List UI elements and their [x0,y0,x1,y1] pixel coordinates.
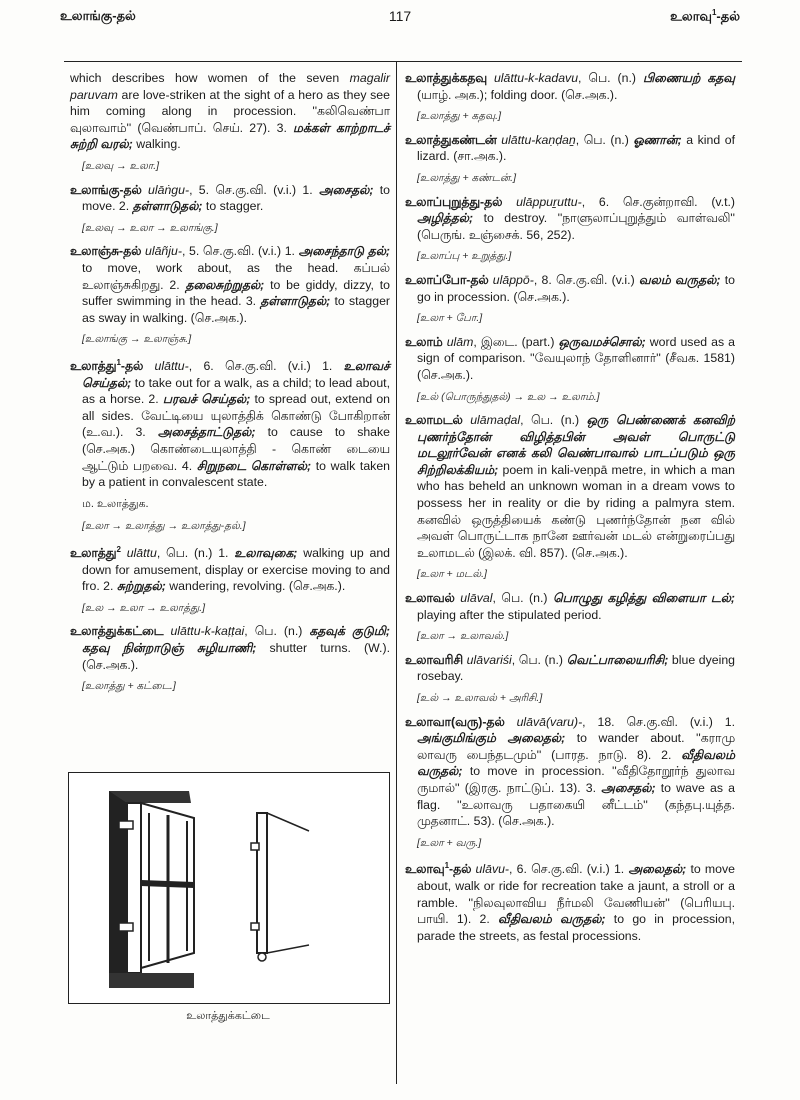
dictionary-entry: உலாவரிசி ulāvariśi, பெ. (n.) வெட்பாலையரிசி; blue dyeing rosebay. [405,652,736,684]
etymology: [உலாத்து + கதவு.] [417,110,501,123]
right-column [405,70,735,949]
etymology: [உல் → உலாவல் + அரிசி.] [417,692,543,704]
dictionary-entry: உலாஞ்சு-தல் ulāñju-, 5. செ.கு.வி. (v.i.) 1. அசைந்தாடு தல்; to move, work about, as the head. கப்பல் உலாஞ்சுகிறது. 2. தலைசுற்றுதல்; to be giddy, dizzy, to suffer swimming in the head. 3. தள்ளாடுதல்; to stagger as sway in walking. (செ.அக.). [70,244,391,325]
dictionary-entry: உலாத்துகண்டன் ulāttu-kaṇḍaṉ, பெ. (n.) ஓணான்; a kind of lizard. (சா.அக.). [405,132,736,164]
dictionary-entry: உலாமடல் ulāmaḍal, பெ. (n.) ஒரு பெண்ணைக் கனவிற் புணர்ந்தோன் விழித்தபின் அவள் பொருட்டு மடலூர்வேன் எனக் கலி வெண்பாவால் பாடப்படும் ஒரு சிற்றிலக்கியம்; poem in kali-veṇpā metre, in which a man who has beheld an unknown woman in a dream vows to possess her in reality or die by riding a palmyra stem. கனவில் ஒருத்தியைக் கண்டு புணர்ந்தோன் நன வில் அவள் பொருட்டாக நானே ஊர்வன் மடல் என்றுரைப்பது உலாமடல் (இலக். வி. 857). (செ.அக.). [405,413,736,560]
header-right-guideword: உலாவு$^1$-தல் [670,8,740,24]
etymology: [உலவு → உலா.] [82,159,160,172]
dictionary-entry: உலாப்போ-தல் ulāppō-, 8. செ.கு.வி. (v.i.) வலம் வருதல்; to go in procession. (செ.அக.). [405,272,735,304]
etymology: [உலா + வரு.] [417,836,482,849]
running-header [60,8,740,28]
figure-caption: உலாத்துக்கட்டை [186,1010,270,1022]
left-column [70,70,390,702]
etymology: [உலவு → உலா → உலாங்கு.] [82,221,218,234]
dictionary-entry: உலாத்து$^1$-தல் ulāttu-, 6. செ.கு.வி. (v.i.) 1. உலாவச் செய்தல்; to take out for a walk, as a child; to lead about, as a horse. 2. பரவச் செய்தல்; to spread out, extend on all sides. வேட்டியை யுலாத்திக் கொண்டு போகிறான் (உ.வ.). 3. அசைத்தாட்டுதல்; to cause to shake (செ.அக.) கொண்டையுலாத்தி - கொண் டையை ஆட்டும் பறவை. 4. சிறுநடை கொள்ளல்; to walk taken by a patient in convalescent state. [70,357,391,490]
dictionary-entry: உலாங்கு-தல் ulāṅgu-, 5. செ.கு.வி. (v.i.) 1. அசைதல்; to move. 2. தள்ளாடுதல்; to stagger. [70,182,390,214]
continued-entry: which describes how women of the seven magalir paruvam are love-striken at the sight of a hero as they see him coming along in procession. ''கலிவெண்பா வுலாவாம்'' (வெண்பாப். செய். 27). 3. மக்கள் காற்றாடச் சுற்றி வரல்; walking. [70,71,390,152]
header-left-guideword: உலாங்கு-தல் [60,8,136,23]
dictionary-entry: உலாத்து$^2$ ulāttu, பெ. (n.) 1. உலாவுகை; walking up and down for amusement, display or exercise moving to and fro. 2. சுற்றுதல்; wandering, revolving. (செ.அக.). [70,544,390,594]
dictionary-entry: உலாத்துக்கதவு ulāttu-k-kadavu, பெ. (n.) பிணையற் கதவு (யாழ். அக.); folding door. (செ.அக.). [405,71,735,102]
column-divider [396,62,397,1084]
cognate-note: ம. உலாத்துக. [82,497,149,510]
dictionary-entry: உலாவல் ulāval, பெ. (n.) பொழுது கழித்து விளையா டல்; playing after the stipulated period. [405,591,735,622]
page-number: 117 [388,8,412,24]
etymology: [உலா → உலாவல்.] [417,630,509,643]
dictionary-entry: உலாத்துக்கட்டை ulāttu-k-kaṭṭai, பெ. (n.) கதவுக் குடுமி; கதவு நின்றாடுஞ் சுழியாணி; shutter turns. (W.). (செ.அக.). [70,624,390,672]
etymology: [உலாப்பு + உறுத்து.] [417,250,512,263]
etymology: [உலா → உலாத்து → உலாத்து-தல்.] [82,520,246,533]
header-rule [64,61,742,62]
etymology: [உலாத்து + கண்டன்.] [417,171,517,184]
etymology: [உலா + மடல்.] [417,568,487,581]
etymology: [உலா + போ.] [417,312,483,325]
etymology: [உல → உலா → உலாத்து.] [82,601,206,614]
etymology: [உலாங்கு → உலாஞ்சு.] [82,333,192,346]
etymology: [உலாத்து + கட்டை.] [82,680,176,693]
dictionary-entry: உலாவா(வரு)-தல் ulāvā(varu)-, 18. செ.கு.வி. (v.i.) 1. அங்குமிங்கும் அலைதல்; to wander about. ''கராமு லாவரு பைந்தடமும்'' (பாரத. நாடு. 8). 2. வீதிவலம் வருதல்; to move in procession. ''வீதிதோறூர்ந் துலாவ ருமால்'' (இரகு. நாட்டுப். 13). 3. அசைதல்; to wave as a flag. ''உலாவரு பதாகையி னீட்டம்'' (கந்தபு.யுத்த. முதனாட். 53). (செ.அக.). [405,714,735,829]
window-shutter-drawing [69,773,389,1003]
dictionary-entry: உலாப்புறுத்து-தல் ulāppuṟuttu-, 6. செ.குன்றாவி. (v.t.) அழித்தல்; to destroy. ''நாளுலாப்புறுத்தும் வாள்வலி'' (பெருங். உஞ்சைக். 56, 252). [405,194,735,242]
dictionary-entry: உலாவு$^1$-தல் ulāvu-, 6. செ.கு.வி. (v.i.) 1. அலைதல்; to move about, walk or ride for recreation take a jaunt, a stroll or a ramble. ''நிலவுலாவிய நீர்மலி வேணியன்'' (பெரியபு. பாயி. 1). 2. வீதிவலம் வருதல்; to go in procession, parade the streets, as festal processions. [405,861,735,943]
dictionary-entry: உலாம் ulām, இடை. (part.) ஒருவமச்சொல்; word used as a sign of comparison. ''வேயுலாந் தோளினார்'' (சீவக. 1581) (செ.அக.). [405,334,735,382]
illustration-shutter-hinge [68,772,390,1004]
etymology: [உல் (பொருந்துதல்) → உல → உலாம்.] [417,390,600,403]
